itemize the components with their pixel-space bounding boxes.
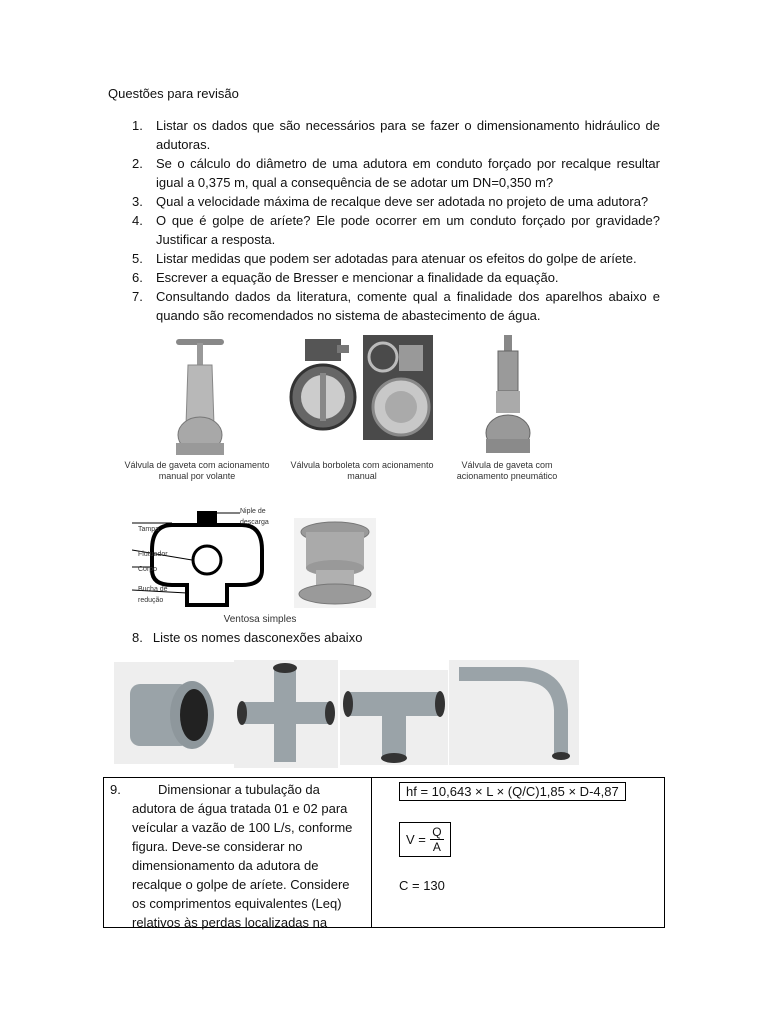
question-text: Se o cálculo do diâmetro de uma adutora em conduto forçado por recalque resultar igual a 0,375 m, qual a consequência de se adotar um DN=0,350 m?: [156, 156, 660, 190]
question-text: Liste os nomes dasconexões abaixo: [152, 630, 363, 645]
gate-valve-handwheel-image: [170, 335, 230, 460]
label-tampa: Tampa: [138, 526, 160, 533]
caption-ventosa: Ventosa simples: [223, 614, 297, 625]
hazen-williams-formula: hf = 10,643 × L × (Q/C)1,85 × D-4,87: [399, 782, 626, 801]
question-text: Consultando dados da literatura, comente qual a finalidade dos aparelhos abaixo e quando são recomendados no sistema de abastecimento de água.: [156, 289, 660, 323]
question-text: Listar medidas que podem ser adotadas para atenuar os efeitos do golpe de aríete.: [156, 251, 637, 266]
question-number: 9.: [110, 782, 121, 797]
caption-gate-handwheel: Válvula de gaveta com acionamento manual por volante: [124, 460, 270, 481]
question-number: 2.: [132, 156, 143, 171]
question-list: [108, 116, 660, 325]
label-flutuador: Flutuador: [138, 551, 168, 558]
page-heading: Questões para revisão: [108, 86, 239, 101]
butterfly-valve-actuator-image: [363, 335, 433, 440]
question-number: 5.: [132, 251, 143, 266]
label-corpo: Corpo: [138, 566, 158, 573]
question-number: 8.: [132, 630, 143, 645]
table-divider: [371, 778, 372, 927]
fraction-denominator: A: [432, 840, 441, 854]
ventosa-photo: [294, 518, 376, 608]
caption-butterfly: Válvula borboleta com acionamento manual: [290, 460, 434, 481]
pipe-tee-image: [340, 670, 448, 765]
list-item: [108, 287, 660, 325]
question-text: O que é golpe de aríete? Ele pode ocorrer em um conduto forçado por gravidade? Justificar a resposta.: [156, 213, 660, 247]
pipe-sleeve-image: [114, 662, 234, 764]
label-niple: Niple de descarga: [240, 508, 269, 526]
velocity-lhs: V =: [406, 832, 426, 847]
pipe-cross-image: [234, 660, 338, 768]
question-number: 6.: [132, 270, 143, 285]
question-number: 3.: [132, 194, 143, 209]
list-item: [108, 116, 660, 154]
question-number: 1.: [132, 118, 143, 133]
velocity-formula: [399, 822, 451, 857]
question-8: [132, 630, 362, 645]
question-text: Escrever a equação de Bresser e mencionar a finalidade da equação.: [156, 270, 559, 285]
list-item: [108, 154, 660, 192]
gate-valve-pneumatic-image: [482, 333, 534, 458]
list-item: [108, 268, 660, 287]
label-bucha: Bucha de redução: [138, 586, 168, 604]
question-9-table: [103, 777, 665, 928]
list-item: [108, 249, 660, 268]
question-text: Qual a velocidade máxima de recalque deve ser adotada no projeto de uma adutora?: [156, 194, 649, 209]
question-9-text-cell: [110, 780, 366, 932]
question-text: Dimensionar a tubulação da adutora de água tratada 01 e 02 para veícular a vazão de 100 L/s, conforme figura. Deve-se considerar no dimensionamento da adutora de recalque o golpe de aríete. Considere os comprimentos equivalentes (Leq) relativos às perdas localizadas na: [132, 782, 353, 930]
velocity-fraction: [430, 825, 444, 854]
fraction-numerator: Q: [432, 825, 442, 839]
list-item: [108, 192, 660, 211]
list-item: [108, 211, 660, 249]
c-coefficient: C = 130: [399, 878, 445, 893]
caption-gate-pneumatic: Válvula de gaveta com acionamento pneumático: [456, 460, 558, 481]
question-number: 7.: [132, 289, 143, 304]
question-number: 4.: [132, 213, 143, 228]
butterfly-valve-image: [287, 335, 362, 435]
question-text: Listar os dados que são necessários para se fazer o dimensionamento hidráulico de adutoras.: [156, 118, 660, 152]
pipe-bend-image: [449, 660, 579, 765]
